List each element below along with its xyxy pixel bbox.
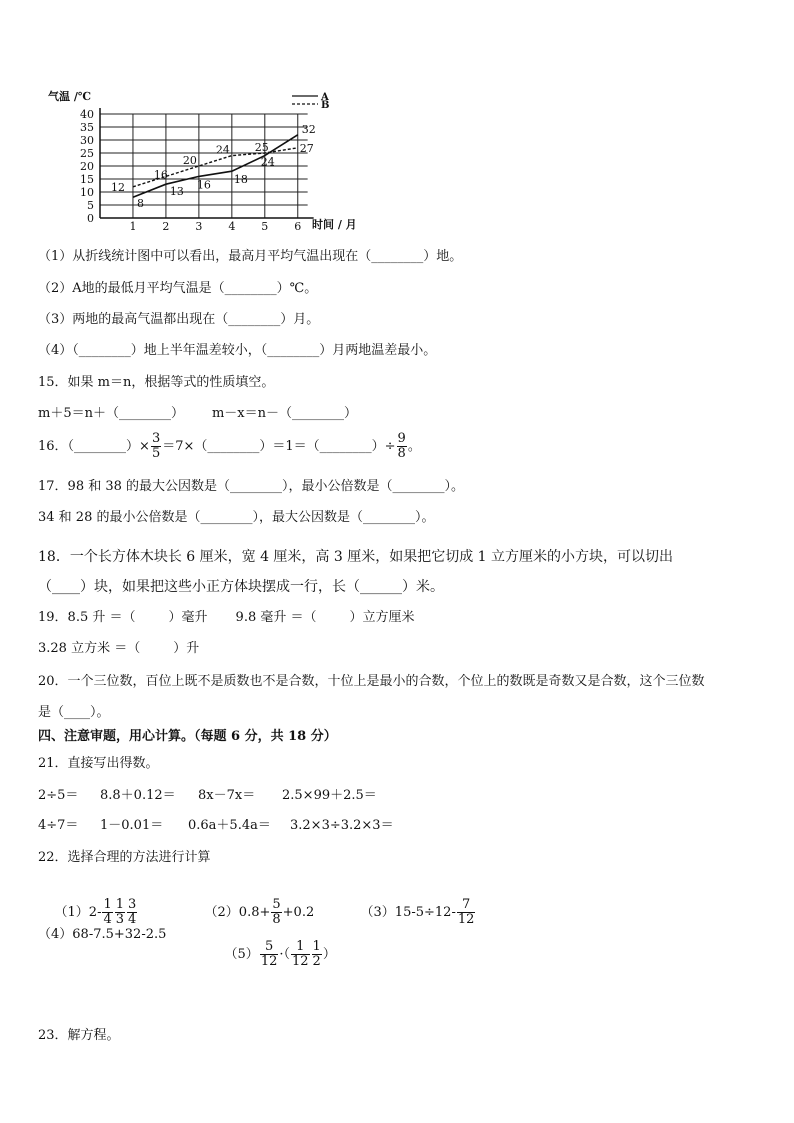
data-label-A: 32 [301, 122, 316, 136]
y-tick-label: 20 [80, 160, 94, 173]
fraction: $\frac{9}{8}$ [397, 431, 406, 461]
data-label-B: 12 [110, 180, 125, 194]
temperature-line-chart [44, 88, 357, 233]
data-label-A: 13 [169, 185, 184, 199]
q18-line2: （____）块，如果把这些小正方体块摆成一行，长（______）米。 [38, 579, 444, 595]
q21-item: 2.5×99＋2.5＝ [282, 788, 377, 803]
q21-item: 4÷7＝ [38, 818, 79, 833]
q21-item: 3.2×3÷3.2×3＝ [290, 818, 394, 833]
q17-line2: 34 和 28 的最小公倍数是（________），最大公因数是（________）。 [38, 510, 435, 525]
q19-line2: 3.28 立方米 ＝（ ）升 [38, 641, 200, 656]
q21-item: 1－0.01＝ [100, 818, 164, 833]
y-tick-labels [80, 108, 94, 225]
x-tick-label: 2 [162, 220, 170, 233]
y-tick-label: 15 [80, 173, 94, 186]
q20-line1: 20．一个三位数，百位上既不是质数也不是合数，十位上是最小的合数，个位上的数既是奇数又是合数，这个三位数 [38, 674, 705, 689]
q21-item: 8x－7x＝ [198, 788, 256, 803]
data-label-B: 20 [182, 154, 197, 167]
y-axis-label: 气温 /℃ [48, 90, 92, 103]
q22-expr2: （2）0.8+ $\frac{5}{8}$ +0.2 [204, 897, 315, 927]
q16: 16．（________）× $\frac{3}{5}$ ＝7×（________）＝1＝（________）÷ $\frac{9}{8}$ 。 [38, 431, 421, 461]
q20-line2: 是（____）。 [38, 705, 110, 720]
chart-legend [292, 92, 329, 111]
q22-expr3: （3）15-5÷12- $\frac{7}{12}$ [360, 897, 475, 927]
data-label-B: 16 [153, 168, 168, 182]
data-label-A: 16 [196, 178, 211, 192]
q14-part2: （2）A地的最低月平均气温是（________）℃。 [38, 281, 318, 296]
q14-part1: （1）从折线统计图中可以看出，最高月平均气温出现在（________）地。 [38, 249, 463, 264]
y-tick-label: 35 [80, 121, 94, 134]
q21-item: 2÷5＝ [38, 788, 79, 803]
q21-item: 0.6a＋5.4a＝ [188, 818, 271, 833]
y-tick-label: 40 [80, 108, 94, 121]
x-tick-labels [129, 220, 301, 233]
x-tick-label: 3 [195, 220, 203, 233]
q21-item: 8.8＋0.12＝ [100, 788, 176, 803]
q14-part3: （3）两地的最高气温都出现在（________）月。 [38, 312, 320, 327]
chart-grid [100, 114, 308, 218]
y-tick-label: 5 [87, 199, 94, 212]
q15-eq-a: m＋5＝n＋（________） [38, 406, 184, 421]
y-tick-label: 25 [80, 147, 94, 160]
data-label-B: 25 [254, 141, 269, 154]
data-label-B: 24 [215, 143, 230, 157]
y-tick-label: 0 [87, 212, 94, 225]
q15-title: 15．如果 m＝n，根据等式的性质填空。 [38, 375, 275, 390]
q21-title: 21．直接写出得数。 [38, 756, 159, 771]
x-tick-label: 6 [294, 220, 302, 233]
x-tick-label: 4 [228, 220, 236, 233]
y-tick-label: 30 [80, 134, 94, 147]
y-tick-label: 10 [80, 186, 94, 199]
data-label-A: 8 [136, 197, 144, 211]
q14-part4: （4）（________）地上半年温差较小，（________）月两地温差最小。 [38, 343, 437, 358]
fraction: $\frac{3}{5}$ [151, 431, 161, 461]
q15-equations [38, 405, 357, 423]
legend-label-A: A [321, 92, 329, 103]
q18-line1: 18．一个长方体木块长 6 厘米，宽 4 厘米，高 3 厘米，如果把它切成 1 立方厘米的小方块，可以切出 [38, 549, 674, 565]
x-tick-label: 5 [261, 220, 269, 233]
q22-expr1: （1）2- $\frac{1}{4}$ $\frac{1}{3}$ $\frac{3}{4}$ [54, 897, 137, 927]
data-label-A: 24 [260, 155, 275, 169]
q22-expr4: （4）68-7.5+32-2.5 [38, 927, 167, 942]
x-tick-label: 1 [129, 220, 137, 233]
q17-line1: 17．98 和 38 的最大公因数是（________），最小公倍数是（________）。 [38, 479, 465, 494]
legend-label-B: B [321, 100, 330, 111]
q23-title: 23．解方程。 [38, 1028, 120, 1043]
data-label-B: 27 [299, 141, 314, 155]
q22-title: 22．选择合理的方法进行计算 [38, 850, 211, 865]
data-label-A: 18 [233, 173, 248, 187]
q15-eq-b: m－x＝n－（________） [211, 406, 358, 421]
q19-line1: 19．8.5 升 ＝（ ）毫升 9.8 毫升 ＝（ ）立方厘米 [38, 610, 415, 625]
q22-expr5: （5） $\frac{5}{12}$ ·（ $\frac{1}{12}$ $\frac{1}{2}$ ） [224, 939, 336, 969]
x-axis-label: 时间 / 月 [312, 218, 357, 231]
section-4-heading: 四、注意审题，用心计算。（每题 6 分，共 18 分） [38, 729, 337, 744]
